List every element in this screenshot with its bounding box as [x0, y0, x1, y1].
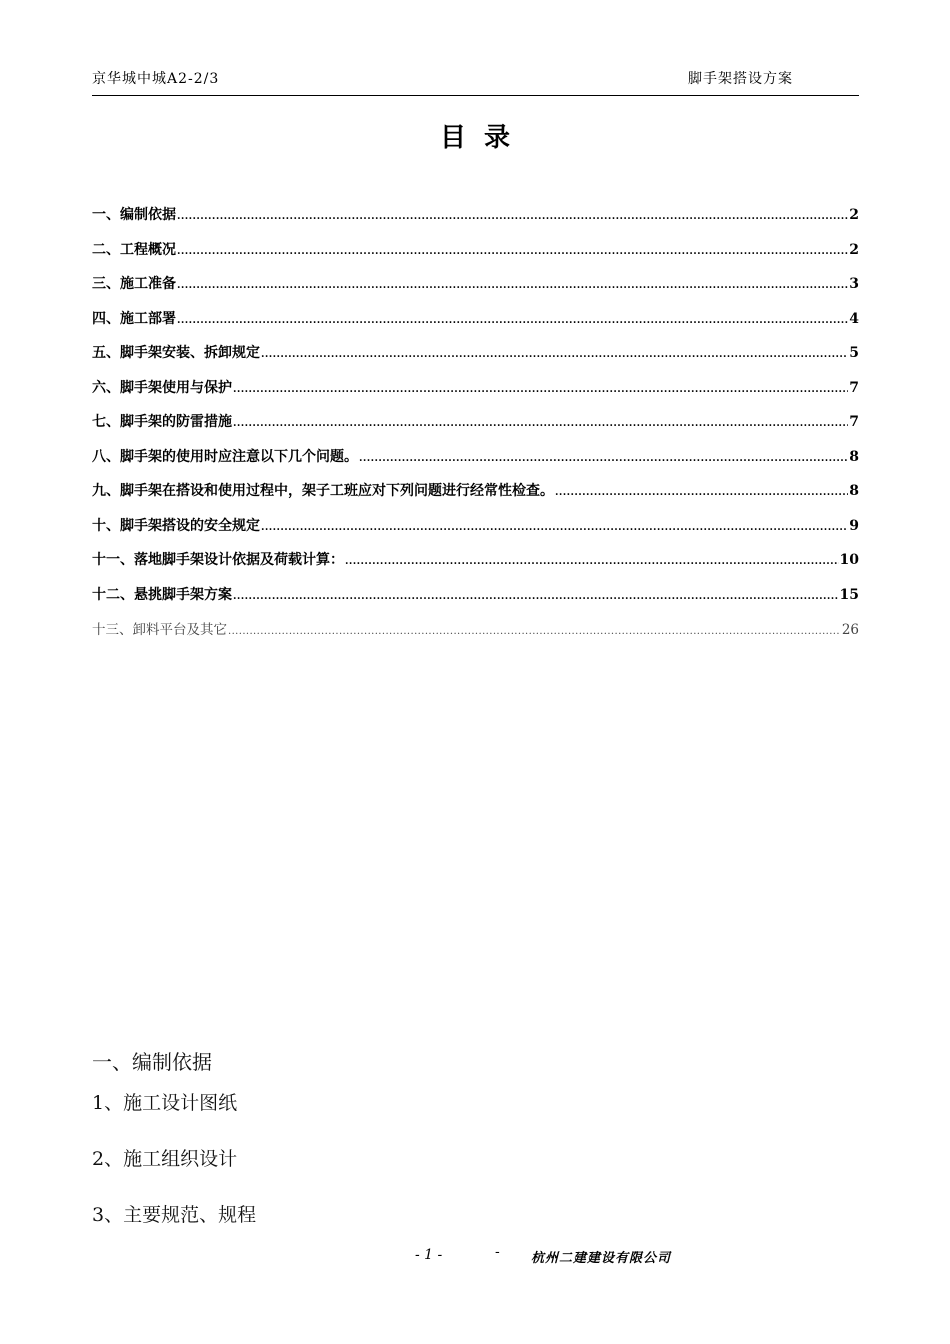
list-item: 1、施工设计图纸 [92, 1092, 238, 1114]
toc-entry-label: 十一、落地脚手架设计依据及荷载计算： [92, 552, 344, 568]
toc-entry-page: 9 [849, 517, 859, 534]
toc-entry-label: 九、脚手架在搭设和使用过程中，架子工班应对下列问题进行经常性检查。 [92, 483, 554, 499]
toc-leader [233, 591, 839, 602]
toc-entry-label: 八、脚手架的使用时应注意以下几个问题。 [92, 448, 358, 465]
toc-entry-page: 7 [849, 414, 859, 430]
header-divider [92, 95, 859, 96]
toc-leader [261, 522, 848, 533]
toc-entry-label: 六、脚手架使用与保护 [92, 379, 232, 396]
toc-entry-label: 十、脚手架搭设的安全规定 [92, 517, 260, 534]
table-of-contents [92, 204, 859, 653]
toc-title: 目录 [439, 123, 528, 153]
header-project-name: 京华城中城A2-2/3 [92, 71, 220, 87]
toc-entry[interactable] [92, 480, 859, 515]
list-item: 2、施工组织设计 [92, 1148, 238, 1170]
toc-entry[interactable] [92, 239, 859, 274]
toc-leader [177, 211, 848, 222]
toc-entry-page: 2 [849, 241, 859, 258]
toc-entry-label: 三、施工准备 [92, 276, 176, 292]
list-item: 3、主要规范、规程 [92, 1204, 257, 1226]
section-heading: 一、编制依据 [92, 1050, 212, 1074]
toc-entry-label: 十二、悬挑脚手架方案 [92, 586, 232, 603]
toc-leader [233, 418, 848, 429]
toc-entry-page: 8 [849, 483, 859, 499]
toc-entry-label: 十三、卸料平台及其它 [92, 622, 227, 638]
toc-entry[interactable] [92, 549, 859, 584]
footer-company-name: 杭州二建建设有限公司 [531, 1251, 672, 1266]
toc-entry-page: 4 [849, 310, 859, 327]
toc-entry-label: 二、工程概况 [92, 241, 176, 258]
toc-entry-label: 七、脚手架的防雷措施 [92, 414, 232, 430]
header-doc-title: 脚手架搭设方案 [688, 71, 793, 87]
toc-entry-page: 2 [849, 207, 859, 223]
footer-separator: - [495, 1244, 500, 1260]
toc-leader [233, 384, 848, 395]
toc-entry[interactable] [92, 342, 859, 377]
toc-leader [228, 626, 841, 637]
toc-entry-label: 四、施工部署 [92, 310, 176, 327]
toc-entry-page: 7 [849, 379, 859, 396]
toc-leader [177, 280, 848, 291]
toc-entry[interactable] [92, 204, 859, 239]
page-number: - 1 - [415, 1247, 443, 1263]
toc-entry[interactable] [92, 515, 859, 550]
toc-leader [261, 349, 848, 360]
toc-entry-page: 15 [839, 586, 859, 603]
toc-entry[interactable] [92, 618, 859, 653]
toc-entry-page: 26 [841, 622, 859, 638]
toc-leader [345, 556, 839, 567]
toc-leader [177, 246, 848, 257]
toc-entry-page: 5 [849, 345, 859, 361]
toc-entry[interactable] [92, 273, 859, 308]
toc-entry[interactable] [92, 446, 859, 481]
toc-entry-page: 10 [839, 552, 859, 568]
page-header [92, 66, 859, 94]
toc-leader [359, 453, 848, 464]
toc-entry-page: 8 [849, 448, 859, 465]
toc-entry[interactable] [92, 308, 859, 343]
toc-leader [177, 315, 848, 326]
toc-entry[interactable] [92, 377, 859, 412]
toc-entry-label: 五、脚手架安装、拆卸规定 [92, 345, 260, 361]
toc-leader [555, 487, 848, 498]
toc-entry-page: 3 [849, 276, 859, 292]
toc-entry-label: 一、编制依据 [92, 207, 176, 223]
toc-entry[interactable] [92, 584, 859, 619]
toc-entry[interactable] [92, 411, 859, 446]
